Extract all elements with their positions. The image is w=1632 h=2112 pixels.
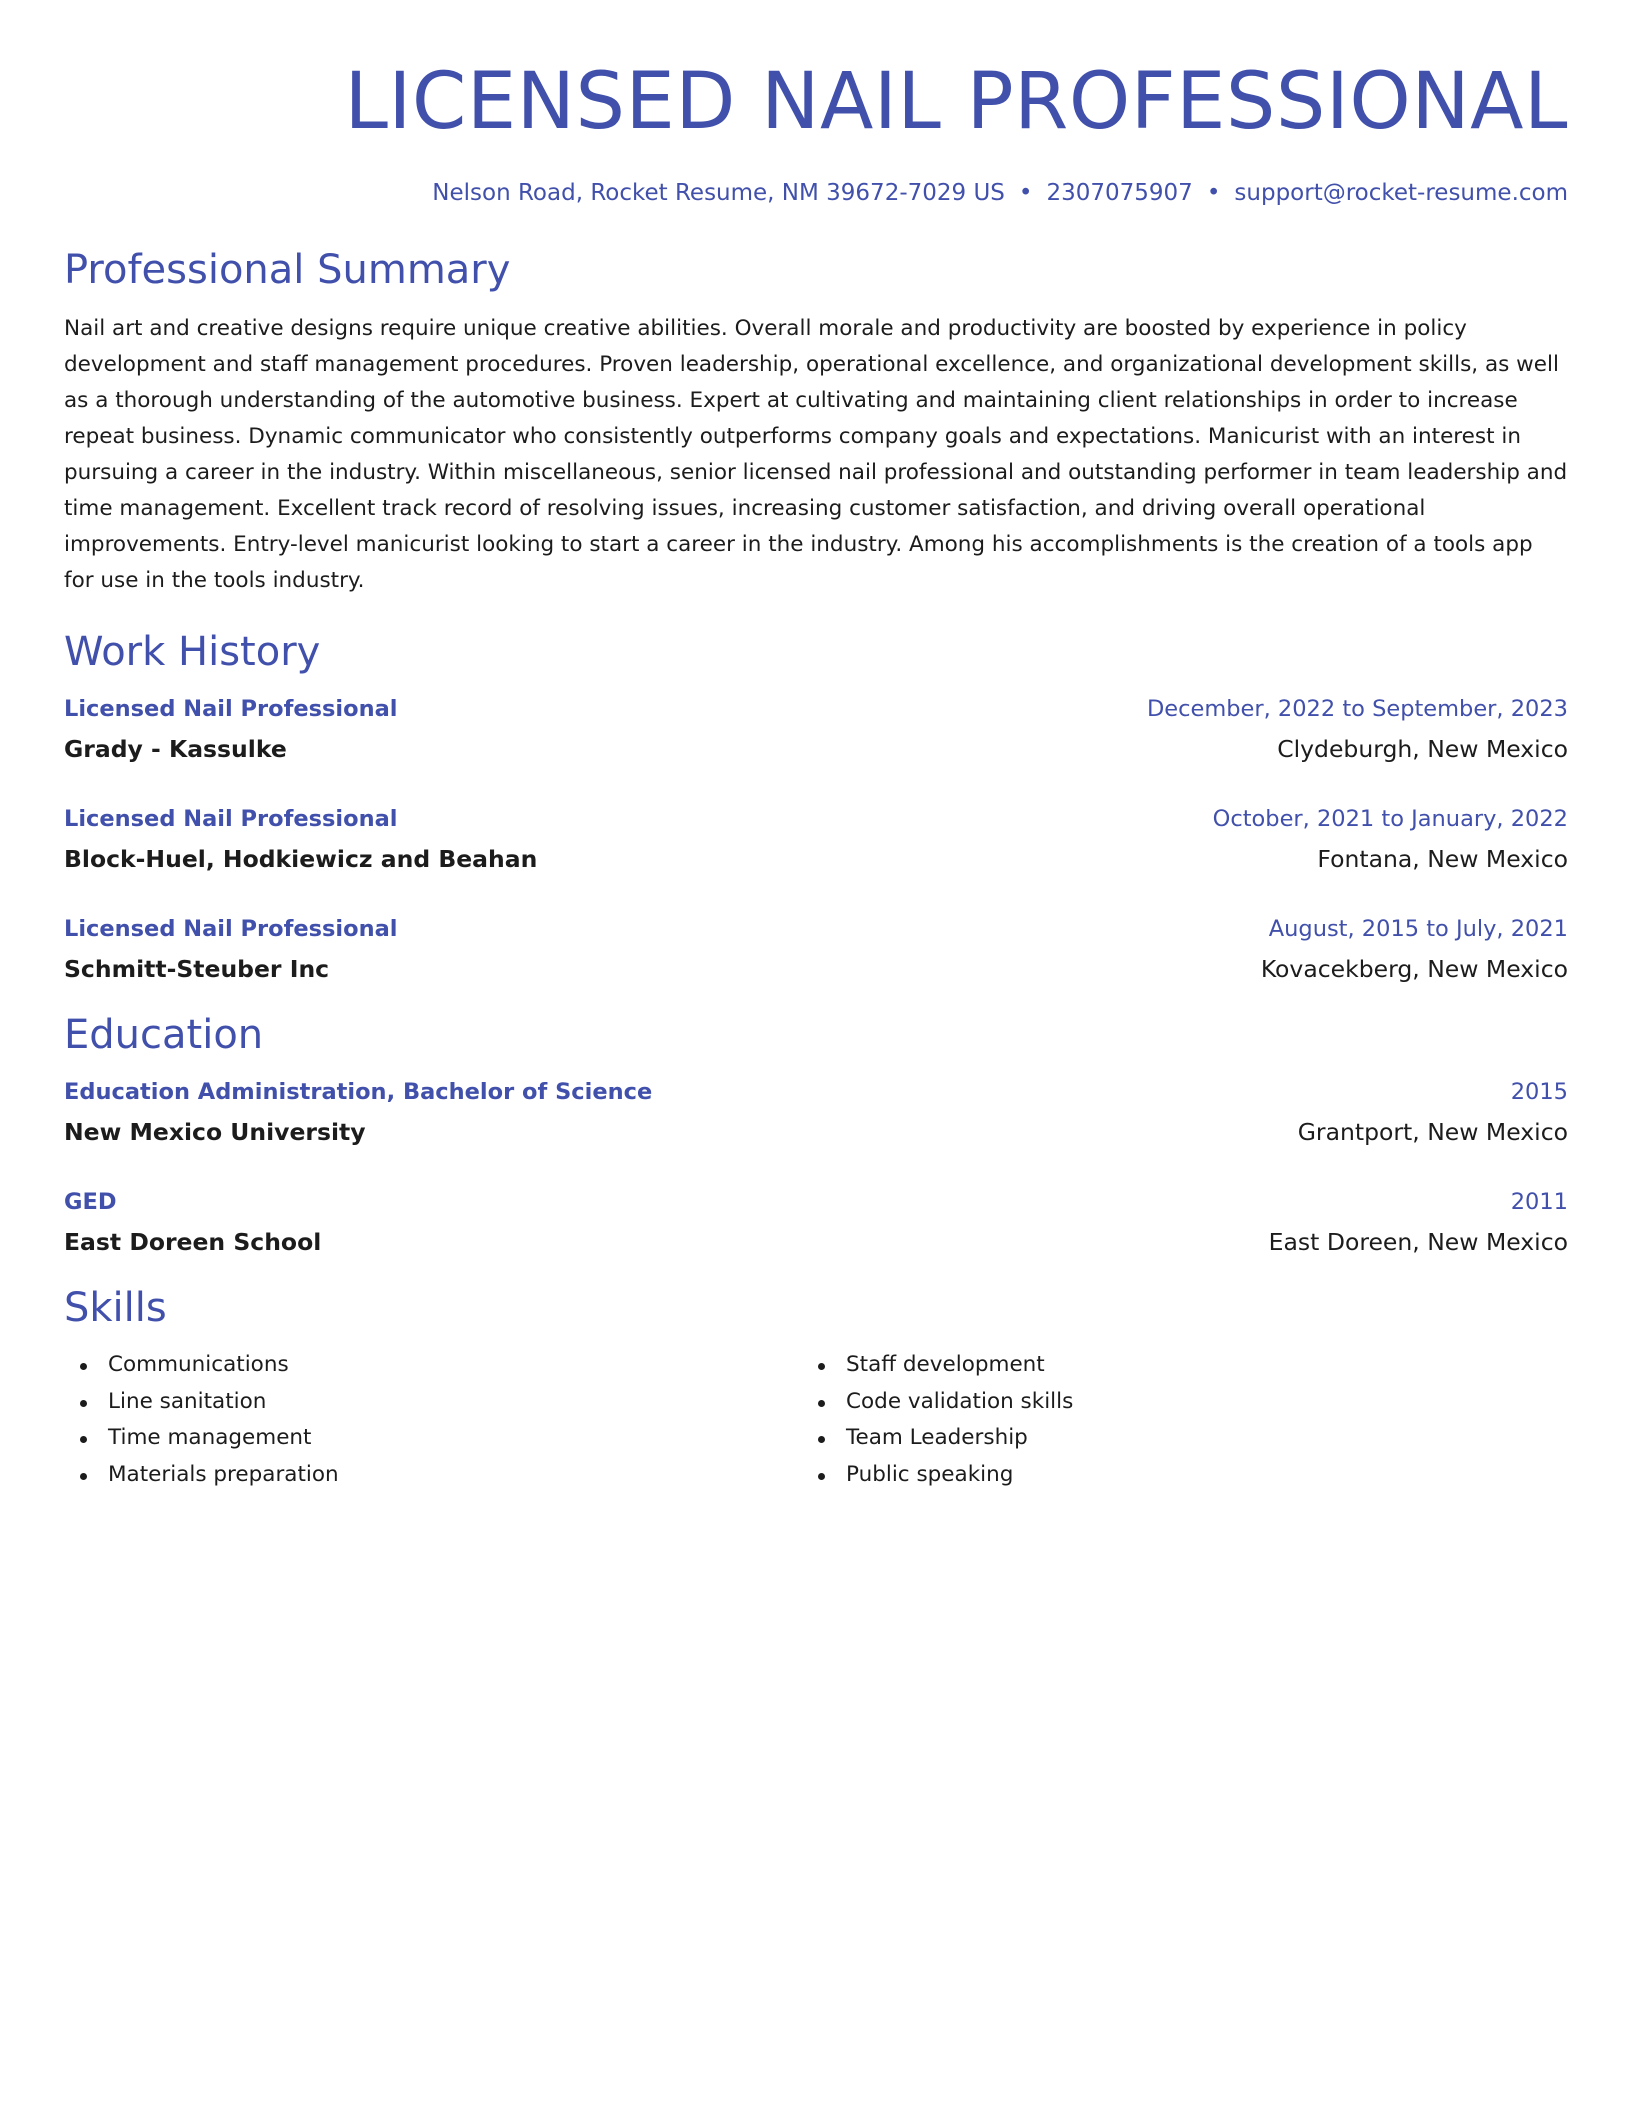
skills-list-left (64, 1347, 802, 1493)
work-entry (64, 689, 1568, 769)
contact-phone: 2307075907 (1046, 180, 1193, 206)
work-entry (64, 909, 1568, 989)
work-entry (64, 799, 1568, 879)
skill-item: Public speaking (802, 1457, 1540, 1494)
job-title: Licensed Nail Professional (64, 806, 398, 832)
skills-list-right (802, 1347, 1540, 1493)
job-location: Kovacekberg, New Mexico (1260, 955, 1568, 983)
resume-header (64, 0, 1568, 208)
education-entry (64, 1182, 1568, 1262)
contact-address: Nelson Road, Rocket Resume, NM 39672-7029 US (432, 180, 1005, 206)
summary-text: Nail art and creative designs require unique creative abilities. Overall morale and productivity are boosted by experience in policy development and staff management procedures. Proven leadership, operational excellence, and organizational development skills, as well as a thorough understanding of the automotive business. Expert at cultivating and maintaining client relationships in order to increase repeat business. Dynamic communicator who consistently outperforms company goals and expectations. Manicurist with an interest in pursuing a career in the industry. Within miscellaneous, senior licensed nail professional and outstanding performer in team leadership and time management. Excellent track record of resolving issues, increasing customer satisfaction, and driving overall operational improvements. Entry-level manicurist looking to start a career in the industry. Among his accomplishments is the creation of a tools app for use in the tools industry. (64, 316, 1568, 593)
company-name: Grady - Kassulke (64, 735, 287, 763)
work-history-heading: Work History (64, 629, 321, 675)
job-dates: August, 2015 to July, 2021 (1268, 916, 1568, 942)
skills-heading: Skills (64, 1285, 167, 1331)
skill-item: Materials preparation (64, 1457, 802, 1494)
job-dates: October, 2021 to January, 2022 (1212, 806, 1568, 832)
education-entry (64, 1072, 1568, 1152)
work-history-list (64, 689, 1568, 989)
degree-name: Education Administration, Bachelor of Science (64, 1079, 653, 1105)
skill-item: Communications (64, 1347, 802, 1384)
job-title: Licensed Nail Professional (64, 696, 398, 722)
skills-section (64, 1283, 1568, 1493)
skill-item: Line sanitation (64, 1384, 802, 1421)
school-name: East Doreen School (64, 1228, 322, 1256)
company-name: Block-Huel, Hodkiewicz and Beahan (64, 845, 538, 873)
education-section (64, 1010, 1568, 1262)
job-title: Licensed Nail Professional (64, 916, 398, 942)
skills-columns (64, 1347, 1568, 1493)
education-list (64, 1072, 1568, 1262)
job-dates: December, 2022 to September, 2023 (1146, 696, 1568, 722)
job-location: Fontana, New Mexico (1317, 845, 1568, 873)
skill-item: Code validation skills (802, 1384, 1540, 1421)
graduation-year: 2011 (1510, 1189, 1568, 1215)
school-name: New Mexico University (64, 1118, 366, 1146)
contact-separator: • (1206, 180, 1221, 206)
company-name: Schmitt-Steuber Inc (64, 955, 330, 983)
degree-name: GED (64, 1189, 117, 1215)
contact-email: support@rocket-resume.com (1234, 180, 1568, 206)
contact-separator: • (1018, 180, 1033, 206)
education-heading: Education (64, 1012, 264, 1058)
resume-name: LICENSED NAIL PROFESSIONAL (344, 57, 1568, 147)
school-location: Grantport, New Mexico (1297, 1118, 1568, 1146)
summary-section (64, 245, 1568, 599)
summary-heading: Professional Summary (64, 247, 511, 293)
contact-line (64, 178, 1568, 208)
skill-item: Time management (64, 1420, 802, 1457)
job-location: Clydeburgh, New Mexico (1277, 735, 1568, 763)
work-history-section (64, 627, 1568, 989)
graduation-year: 2015 (1510, 1079, 1568, 1105)
school-location: East Doreen, New Mexico (1268, 1228, 1568, 1256)
skill-item: Team Leadership (802, 1420, 1540, 1457)
skill-item: Staff development (802, 1347, 1540, 1384)
